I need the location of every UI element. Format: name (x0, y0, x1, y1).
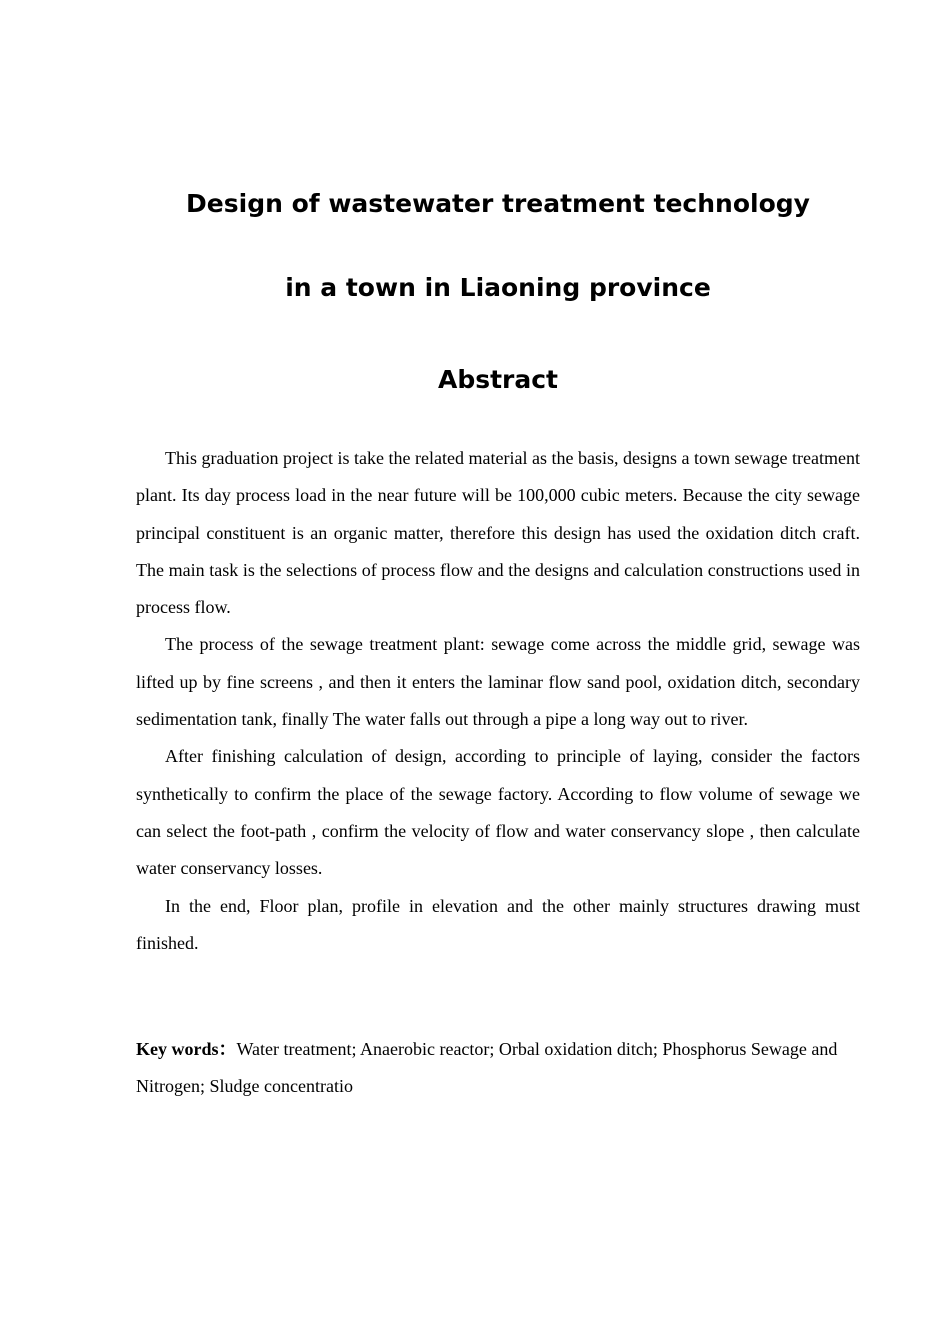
abstract-paragraph-4: In the end, Floor plan, profile in elevation and the other mainly structures drawing must finished. (136, 895, 860, 953)
keywords (136, 1031, 860, 1106)
document-title-line-1: Design of wastewater treatment technology (186, 189, 810, 218)
abstract-paragraph-3: After finishing calculation of design, according to principle of laying, consider the factors synthetically to confirm the place of the sewage factory. According to flow volume of sewage we can select the foot-path , confirm the velocity of flow and water conservancy slope , then calculate water conservancy losses. (136, 746, 860, 879)
document-title-line-2: in a town in Liaoning province (285, 273, 711, 302)
keywords-label: Key words： (136, 1039, 237, 1059)
abstract-paragraph-2: The process of the sewage treatment plant: sewage come across the middle grid, sewage was lifted up by fine screens , and then it enters the laminar flow sand pool, oxidation ditch, secondary sedimentation tank, finally The water falls out through a pipe a long way out to river. (136, 634, 860, 730)
abstract-body (136, 440, 860, 962)
abstract-paragraph-1: This graduation project is take the related material as the basis, designs a town sewage treatment plant. Its day process load in the near future will be 100,000 cubic meters. Because the city sewage principal constituent is an organic matter, therefore this design has used the oxidation ditch craft. The main task is the selections of process flow and the designs and calculation constructions used in process flow. (136, 448, 860, 618)
keywords-text: Water treatment; Anaerobic reactor; Orbal oxidation ditch; Phosphorus Sewage and Nitrogen; Sludge concentratio (136, 1039, 838, 1097)
abstract-heading: Abstract (437, 365, 559, 394)
